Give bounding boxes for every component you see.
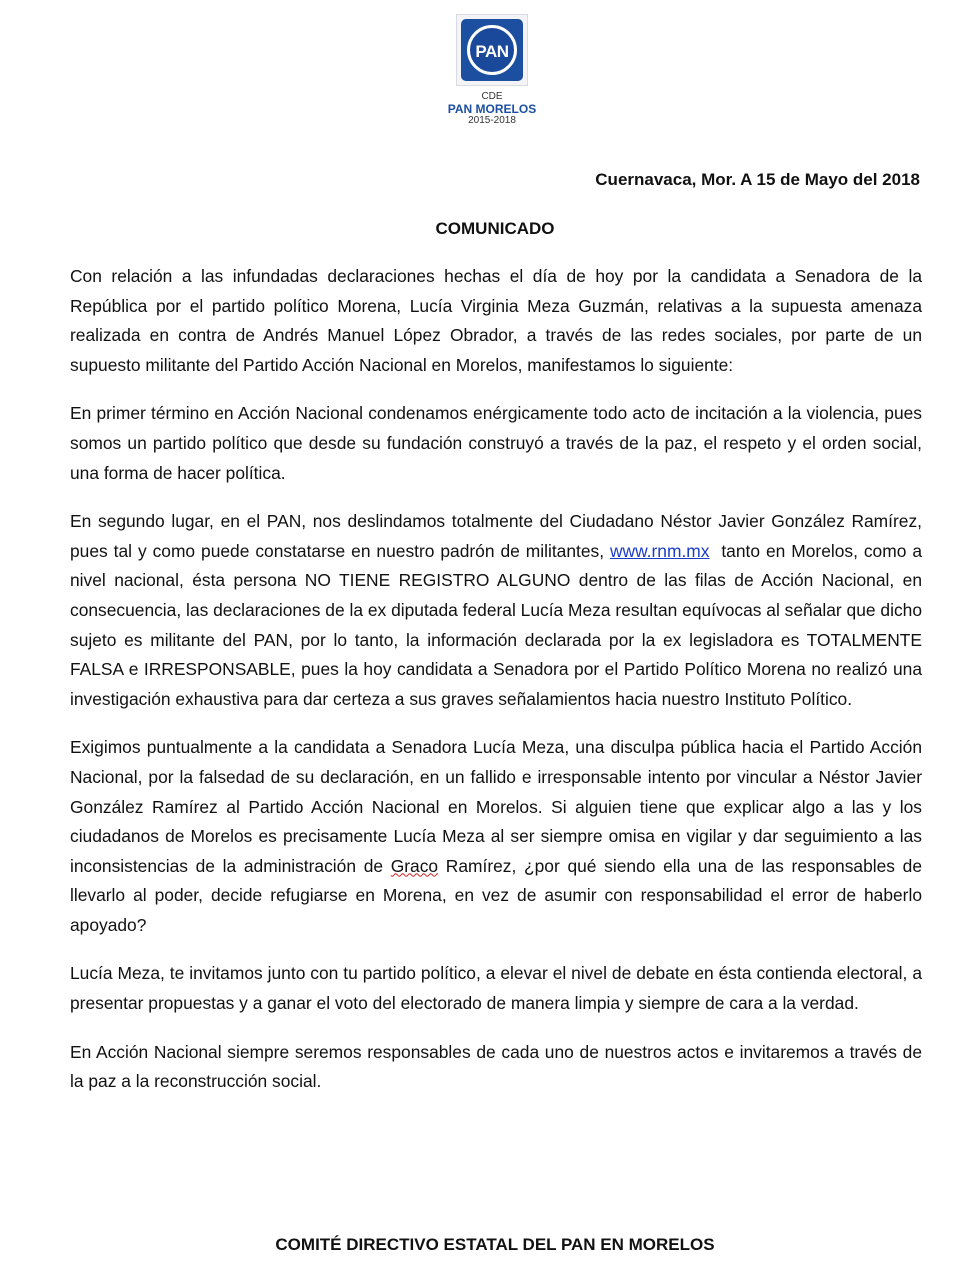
paragraph-4-text-a: Exigimos puntualmente a la candidata a Senadora Lucía Meza, una disculpa pública hacia el Partido Acción Nacional, por la falsedad de su declaración, en un fallido e irresponsable intento por vincular a Néstor Javier González Ramírez al Partido Acción Nacional en Morelos. Si alguien tiene que explicar algo a las y los ciudadanos de Morelos es precisamente Lucía Meza al ser siempre omisa en vigilar y dar seguimiento a las inconsistencias de la administración de — [70, 737, 922, 876]
signature-line: COMITÉ DIRECTIVO ESTATAL DEL PAN EN MORELOS — [275, 1235, 715, 1254]
paragraph-3-text-a: En segundo lugar, en el PAN, nos deslindamos totalmente del Ciudadano Néstor Javier González Ramírez, pues tal y como puede constatarse en nuestro padrón de militantes, — [70, 511, 922, 561]
logo-caption-name: PAN MORELOS — [447, 102, 537, 116]
paragraph-3 — [70, 507, 927, 714]
paragraph-2: En primer término en Acción Nacional condenamos enérgicamente todo acto de incitación a la violencia, pues somos un partido político que desde su fundación construyó a través de la paz, el respeto y el orden social, una forma de hacer política. — [70, 403, 922, 483]
paragraph-4 — [70, 733, 922, 940]
logo-caption-years: 2015-2018 — [468, 115, 516, 126]
paragraph-4-text-b: Ramírez, ¿por qué siendo ella una de las responsables de llevarlo al poder, decide refugiarse en Morena, en vez de asumir con responsabilidad el error de haberlo apoyado? — [70, 855, 923, 935]
logo-brand-text: PAN — [475, 42, 509, 61]
document-title: COMUNICADO — [435, 219, 555, 238]
logo-caption-cde: CDE — [481, 91, 503, 102]
logo-caption — [440, 92, 544, 126]
paragraph-5: Lucía Meza, te invitamos junto con tu partido político, a elevar el nivel de debate en ésta contienda electoral, a presentar propuestas y a ganar el voto del electorado de manera limpia y siempre de cara a la verdad. — [70, 963, 922, 1014]
rnm-link[interactable]: www.rnm.mx — [609, 540, 710, 561]
spellcheck-marked-word: Graco — [390, 855, 439, 876]
pan-logo-icon — [456, 14, 528, 86]
document-body — [70, 262, 927, 1116]
paragraph-3-text-b: tanto en Morelos, como a nivel nacional, ésta persona NO TIENE REGISTRO ALGUNO dentro de las filas de Acción Nacional, en consecuencia, las declaraciones de la ex diputada federal Lucía Meza resultan equívocas al señalar que dicho sujeto es militante del PAN, por lo tanto, la información declarada por la ex legisladora es TOTALMENTE FALSA e IRRESPONSABLE, pues la hoy candidata a Senadora por el Partido Político Morena no realizó una investigación exhaustiva para dar certeza a sus graves señalamientos hacia nuestro Instituto Político. — [70, 540, 927, 709]
date-line: Cuernavaca, Mor. A 15 de Mayo del 2018 — [595, 170, 920, 189]
paragraph-6: En Acción Nacional siempre seremos responsables de cada uno de nuestros actos e invitaremos a través de la paz a la reconstrucción social. — [70, 1041, 922, 1092]
paragraph-1: Con relación a las infundadas declaraciones hechas el día de hoy por la candidata a Senadora de la República por el partido político Morena, Lucía Virginia Meza Guzmán, relativas a la supuesta amenaza realizada en contra de Andrés Manuel López Obrador, a través de las redes sociales, por parte de un supuesto militante del Partido Acción Nacional en Morelos, manifestamos lo siguiente: — [70, 266, 922, 375]
